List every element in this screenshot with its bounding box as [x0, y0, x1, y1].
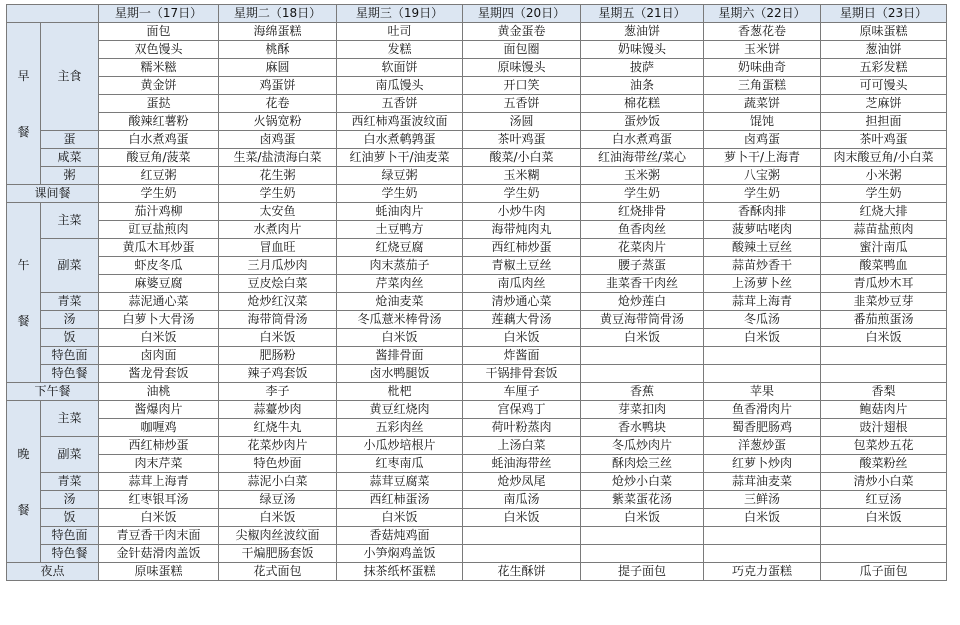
menu-cell: 黄金蛋卷	[463, 23, 581, 41]
menu-cell: 棉花糕	[581, 95, 704, 113]
menu-cell: 白米饭	[463, 509, 581, 527]
category-label: 咸菜	[41, 149, 99, 167]
menu-cell: 南瓜肉丝	[463, 275, 581, 293]
menu-cell: 白米饭	[219, 329, 337, 347]
category-label: 副菜	[41, 239, 99, 293]
menu-cell: 蔬菜饼	[704, 95, 821, 113]
menu-cell: 玉米饼	[704, 41, 821, 59]
menu-cell: 酸菜粉丝	[821, 455, 947, 473]
menu-cell	[704, 365, 821, 383]
menu-row	[7, 347, 947, 365]
menu-cell: 酥肉烩三丝	[581, 455, 704, 473]
menu-row	[7, 149, 947, 167]
menu-cell: 花菜炒肉片	[219, 437, 337, 455]
menu-cell: 白米饭	[581, 329, 704, 347]
menu-cell: 红豆汤	[821, 491, 947, 509]
menu-cell: 枇杷	[337, 383, 463, 401]
menu-cell: 担担面	[821, 113, 947, 131]
menu-cell: 鲍菇肉片	[821, 401, 947, 419]
menu-cell: 白米饭	[337, 329, 463, 347]
menu-cell: 红枣银耳汤	[99, 491, 219, 509]
menu-cell: 蜜汁南瓜	[821, 239, 947, 257]
day-header: 星期二（18日）	[219, 5, 337, 23]
menu-cell: 白米饭	[704, 329, 821, 347]
menu-row	[7, 509, 947, 527]
menu-cell: 芝麻饼	[821, 95, 947, 113]
menu-cell: 小炒牛肉	[463, 203, 581, 221]
menu-cell: 冬瓜薏米棒骨汤	[337, 311, 463, 329]
menu-cell: 蒜茸油麦菜	[704, 473, 821, 491]
menu-cell: 白米饭	[821, 329, 947, 347]
menu-cell: 卤肉面	[99, 347, 219, 365]
menu-cell: 桃酥	[219, 41, 337, 59]
menu-cell: 花生粥	[219, 167, 337, 185]
menu-cell: 紫菜蛋花汤	[581, 491, 704, 509]
menu-cell: 油桃	[99, 383, 219, 401]
menu-cell: 海带炖肉丸	[463, 221, 581, 239]
menu-row	[7, 293, 947, 311]
menu-row	[7, 167, 947, 185]
menu-cell: 炝炒小白菜	[581, 473, 704, 491]
menu-cell: 肉末酸豆角/小白菜	[821, 149, 947, 167]
menu-cell: 苹果	[704, 383, 821, 401]
menu-cell: 清炒小白菜	[821, 473, 947, 491]
menu-row	[7, 59, 947, 77]
menu-cell: 蜀香肥肠鸡	[704, 419, 821, 437]
day-header: 星期四（20日）	[463, 5, 581, 23]
menu-cell: 红烧牛丸	[219, 419, 337, 437]
menu-body	[7, 23, 947, 581]
menu-cell: 白米饭	[463, 329, 581, 347]
menu-cell: 香水鸭块	[581, 419, 704, 437]
menu-cell: 红萝卜炒肉	[704, 455, 821, 473]
menu-cell: 冒血旺	[219, 239, 337, 257]
menu-cell: 瓜子面包	[821, 563, 947, 581]
menu-cell: 学生奶	[821, 185, 947, 203]
menu-cell: 五香饼	[337, 95, 463, 113]
menu-cell: 白水煮鸡蛋	[99, 131, 219, 149]
menu-row	[7, 203, 947, 221]
menu-cell: 酸豆角/菠菜	[99, 149, 219, 167]
menu-cell: 小瓜炒培根片	[337, 437, 463, 455]
menu-cell: 蒜泥通心菜	[99, 293, 219, 311]
menu-cell: 红烧大排	[821, 203, 947, 221]
menu-cell	[704, 545, 821, 563]
menu-cell: 三角蛋糕	[704, 77, 821, 95]
category-label: 汤	[41, 491, 99, 509]
menu-cell: 花卷	[219, 95, 337, 113]
menu-cell	[704, 527, 821, 545]
category-label: 特色面	[41, 347, 99, 365]
menu-cell: 披萨	[581, 59, 704, 77]
menu-cell: 西红柿蛋汤	[337, 491, 463, 509]
menu-cell: 火锅宽粉	[219, 113, 337, 131]
menu-cell: 抹茶纸杯蛋糕	[337, 563, 463, 581]
meal-label: 早 餐	[7, 23, 41, 185]
menu-cell: 炝炒红汉菜	[219, 293, 337, 311]
menu-cell: 软面饼	[337, 59, 463, 77]
menu-cell: 酱排骨面	[337, 347, 463, 365]
menu-cell: 糯米糍	[99, 59, 219, 77]
menu-cell: 萝卜干/上海青	[704, 149, 821, 167]
menu-cell: 鱼香滑肉片	[704, 401, 821, 419]
menu-cell: 白米饭	[704, 509, 821, 527]
menu-cell: 酸菜鸭血	[821, 257, 947, 275]
category-label: 特色餐	[41, 545, 99, 563]
menu-cell: 莲藕大骨汤	[463, 311, 581, 329]
menu-cell: 炝炒凤尾	[463, 473, 581, 491]
snack-row	[7, 563, 947, 581]
menu-cell	[821, 527, 947, 545]
menu-cell: 玉米粥	[581, 167, 704, 185]
menu-cell: 黄豆红烧肉	[337, 401, 463, 419]
category-label: 粥	[41, 167, 99, 185]
menu-cell: 白水煮鹌鹑蛋	[337, 131, 463, 149]
menu-cell: 麻圆	[219, 59, 337, 77]
menu-cell	[581, 545, 704, 563]
menu-cell: 炸酱面	[463, 347, 581, 365]
menu-cell: 汤圆	[463, 113, 581, 131]
menu-cell: 白米饭	[337, 509, 463, 527]
menu-cell: 鸡蛋饼	[219, 77, 337, 95]
section-label: 下午餐	[7, 383, 99, 401]
menu-cell: 土豆鸭方	[337, 221, 463, 239]
menu-cell: 红油海带丝/菜心	[581, 149, 704, 167]
snack-row	[7, 185, 947, 203]
menu-cell: 包菜炒五花	[821, 437, 947, 455]
menu-cell	[581, 527, 704, 545]
menu-cell: 肉末芹菜	[99, 455, 219, 473]
day-header: 星期三（19日）	[337, 5, 463, 23]
menu-row	[7, 365, 947, 383]
menu-cell: 红豆粥	[99, 167, 219, 185]
menu-cell: 红烧排骨	[581, 203, 704, 221]
menu-cell	[463, 545, 581, 563]
menu-cell: 太安鱼	[219, 203, 337, 221]
menu-cell: 八宝粥	[704, 167, 821, 185]
menu-cell: 学生奶	[99, 185, 219, 203]
menu-cell: 青豆香干肉末面	[99, 527, 219, 545]
weekly-menu-table	[6, 4, 947, 581]
menu-cell: 辣子鸡套饭	[219, 365, 337, 383]
menu-cell: 开口笑	[463, 77, 581, 95]
menu-cell: 荷叶粉蒸肉	[463, 419, 581, 437]
menu-row	[7, 437, 947, 455]
menu-cell: 酸辣红薯粉	[99, 113, 219, 131]
category-label: 主食	[41, 23, 99, 131]
menu-cell: 青椒土豆丝	[463, 257, 581, 275]
menu-cell: 蒜茸上海青	[704, 293, 821, 311]
menu-cell: 腰子蒸蛋	[581, 257, 704, 275]
category-label: 青菜	[41, 293, 99, 311]
menu-cell: 上汤萝卜丝	[704, 275, 821, 293]
menu-cell: 酸菜/小白菜	[463, 149, 581, 167]
day-header: 星期日（23日）	[821, 5, 947, 23]
menu-cell: 蒜苗炒香干	[704, 257, 821, 275]
menu-cell: 白米饭	[99, 509, 219, 527]
menu-cell: 蛋炒饭	[581, 113, 704, 131]
menu-cell: 清炒通心菜	[463, 293, 581, 311]
menu-cell: 蒜茸上海青	[99, 473, 219, 491]
menu-cell: 蒜茸豆腐菜	[337, 473, 463, 491]
menu-cell: 青瓜炒木耳	[821, 275, 947, 293]
menu-cell: 豆皮烩白菜	[219, 275, 337, 293]
menu-cell: 蒜泥小白菜	[219, 473, 337, 491]
menu-cell: 蚝油肉片	[337, 203, 463, 221]
menu-cell: 小米粥	[821, 167, 947, 185]
menu-cell: 卤鸡蛋	[704, 131, 821, 149]
menu-cell: 菠萝咕咾肉	[704, 221, 821, 239]
menu-cell	[821, 347, 947, 365]
menu-cell: 肉末蒸茄子	[337, 257, 463, 275]
menu-cell	[463, 527, 581, 545]
menu-cell: 冬瓜汤	[704, 311, 821, 329]
menu-cell: 海带筒骨汤	[219, 311, 337, 329]
menu-cell: 虾皮冬瓜	[99, 257, 219, 275]
menu-cell: 玉米糊	[463, 167, 581, 185]
menu-cell: 原味蛋糕	[99, 563, 219, 581]
menu-cell: 海绵蛋糕	[219, 23, 337, 41]
menu-cell: 白米饭	[821, 509, 947, 527]
menu-cell: 五香饼	[463, 95, 581, 113]
menu-cell: 水煮肉片	[219, 221, 337, 239]
day-header: 星期五（21日）	[581, 5, 704, 23]
menu-cell: 奶味曲奇	[704, 59, 821, 77]
category-label: 主菜	[41, 203, 99, 239]
category-label: 主菜	[41, 401, 99, 437]
menu-cell: 番茄煎蛋汤	[821, 311, 947, 329]
menu-cell: 茄汁鸡柳	[99, 203, 219, 221]
menu-cell: 茶叶鸡蛋	[821, 131, 947, 149]
menu-cell: 上汤白菜	[463, 437, 581, 455]
menu-cell: 学生奶	[219, 185, 337, 203]
menu-cell	[704, 347, 821, 365]
menu-cell	[581, 347, 704, 365]
section-label: 课间餐	[7, 185, 99, 203]
menu-cell: 绿豆汤	[219, 491, 337, 509]
menu-cell: 卤鸡蛋	[219, 131, 337, 149]
menu-cell: 鱼香肉丝	[581, 221, 704, 239]
menu-cell: 香菇炖鸡面	[337, 527, 463, 545]
category-label: 特色餐	[41, 365, 99, 383]
category-label: 副菜	[41, 437, 99, 473]
menu-cell: 南瓜汤	[463, 491, 581, 509]
menu-row	[7, 545, 947, 563]
snack-row	[7, 383, 947, 401]
menu-cell: 五彩发糕	[821, 59, 947, 77]
menu-cell: 车厘子	[463, 383, 581, 401]
menu-cell: 学生奶	[704, 185, 821, 203]
category-label: 青菜	[41, 473, 99, 491]
menu-cell: 麻婆豆腐	[99, 275, 219, 293]
menu-cell: 小笋焖鸡盖饭	[337, 545, 463, 563]
menu-row	[7, 113, 947, 131]
menu-cell: 提子面包	[581, 563, 704, 581]
menu-cell: 蒜苗盐煎肉	[821, 221, 947, 239]
menu-row	[7, 275, 947, 293]
menu-cell: 黄豆海带筒骨汤	[581, 311, 704, 329]
menu-row	[7, 95, 947, 113]
menu-cell	[821, 545, 947, 563]
menu-cell: 茶叶鸡蛋	[463, 131, 581, 149]
menu-cell: 三鲜汤	[704, 491, 821, 509]
menu-cell: 尖椒肉丝波纹面	[219, 527, 337, 545]
menu-cell: 花式面包	[219, 563, 337, 581]
menu-cell: 肥肠粉	[219, 347, 337, 365]
menu-cell: 绿豆粥	[337, 167, 463, 185]
meal-label: 午 餐	[7, 203, 41, 383]
menu-cell: 南瓜馒头	[337, 77, 463, 95]
header-row	[7, 5, 947, 23]
menu-cell: 韭菜炒豆芽	[821, 293, 947, 311]
menu-cell: 黄金饼	[99, 77, 219, 95]
menu-cell: 油条	[581, 77, 704, 95]
menu-row	[7, 401, 947, 419]
category-label: 汤	[41, 311, 99, 329]
menu-cell: 白米饭	[99, 329, 219, 347]
menu-cell: 面包圈	[463, 41, 581, 59]
menu-row	[7, 239, 947, 257]
menu-cell: 白米饭	[581, 509, 704, 527]
menu-cell: 干煸肥肠套饭	[219, 545, 337, 563]
section-label: 夜点	[7, 563, 99, 581]
menu-row	[7, 329, 947, 347]
menu-cell: 金针菇滑肉盖饭	[99, 545, 219, 563]
menu-cell: 三月瓜炒肉	[219, 257, 337, 275]
menu-row	[7, 41, 947, 59]
menu-cell: 原味蛋糕	[821, 23, 947, 41]
menu-cell: 豉汁翅根	[821, 419, 947, 437]
menu-cell: 西红柿鸡蛋波纹面	[337, 113, 463, 131]
menu-cell: 红烧豆腐	[337, 239, 463, 257]
menu-row	[7, 77, 947, 95]
menu-cell: 奶味馒头	[581, 41, 704, 59]
menu-cell: 白米饭	[219, 509, 337, 527]
menu-cell: 韭菜香干肉丝	[581, 275, 704, 293]
menu-cell: 馄饨	[704, 113, 821, 131]
menu-cell: 芹菜肉丝	[337, 275, 463, 293]
menu-cell: 白水煮鸡蛋	[581, 131, 704, 149]
menu-cell: 巧克力蛋糕	[704, 563, 821, 581]
menu-cell: 芽菜扣肉	[581, 401, 704, 419]
menu-cell: 西红柿炒蛋	[463, 239, 581, 257]
menu-cell: 香葱花卷	[704, 23, 821, 41]
menu-cell: 花菜肉片	[581, 239, 704, 257]
menu-cell: 李子	[219, 383, 337, 401]
menu-cell: 蛋挞	[99, 95, 219, 113]
menu-cell: 宫保鸡丁	[463, 401, 581, 419]
menu-cell: 原味馒头	[463, 59, 581, 77]
header-corner	[7, 5, 99, 23]
menu-cell: 学生奶	[337, 185, 463, 203]
menu-cell: 面包	[99, 23, 219, 41]
menu-cell: 可可馒头	[821, 77, 947, 95]
menu-row	[7, 473, 947, 491]
menu-cell: 西红柿炒蛋	[99, 437, 219, 455]
menu-cell	[581, 365, 704, 383]
menu-row	[7, 23, 947, 41]
menu-cell: 发糕	[337, 41, 463, 59]
day-header: 星期一（17日）	[99, 5, 219, 23]
menu-cell: 红油萝卜干/油麦菜	[337, 149, 463, 167]
menu-cell: 炝油麦菜	[337, 293, 463, 311]
menu-cell: 学生奶	[463, 185, 581, 203]
menu-cell: 蒜薹炒肉	[219, 401, 337, 419]
menu-cell: 特色炒面	[219, 455, 337, 473]
menu-cell: 豇豆盐煎肉	[99, 221, 219, 239]
menu-cell: 葱油饼	[581, 23, 704, 41]
menu-cell: 炝炒莲白	[581, 293, 704, 311]
menu-cell: 洋葱炒蛋	[704, 437, 821, 455]
menu-cell: 酱爆肉片	[99, 401, 219, 419]
menu-row	[7, 257, 947, 275]
menu-cell: 白萝卜大骨汤	[99, 311, 219, 329]
category-label: 蛋	[41, 131, 99, 149]
category-label: 饭	[41, 509, 99, 527]
menu-row	[7, 419, 947, 437]
menu-cell: 冬瓜炒肉片	[581, 437, 704, 455]
menu-cell: 葱油饼	[821, 41, 947, 59]
day-header: 星期六（22日）	[704, 5, 821, 23]
menu-cell: 黄瓜木耳炒蛋	[99, 239, 219, 257]
menu-cell: 咖喱鸡	[99, 419, 219, 437]
menu-cell: 香酥肉排	[704, 203, 821, 221]
menu-cell: 香梨	[821, 383, 947, 401]
menu-cell: 五彩肉丝	[337, 419, 463, 437]
menu-cell: 酱龙骨套饭	[99, 365, 219, 383]
menu-row	[7, 455, 947, 473]
menu-row	[7, 221, 947, 239]
menu-cell: 生菜/盐渍海白菜	[219, 149, 337, 167]
menu-cell: 红枣南瓜	[337, 455, 463, 473]
category-label: 特色面	[41, 527, 99, 545]
menu-row	[7, 311, 947, 329]
menu-cell	[821, 365, 947, 383]
menu-row	[7, 491, 947, 509]
meal-label: 晚 餐	[7, 401, 41, 563]
menu-cell: 花生酥饼	[463, 563, 581, 581]
menu-cell: 干锅排骨套饭	[463, 365, 581, 383]
menu-row	[7, 131, 947, 149]
category-label: 饭	[41, 329, 99, 347]
menu-cell: 香蕉	[581, 383, 704, 401]
menu-cell: 学生奶	[581, 185, 704, 203]
menu-cell: 卤水鸭腿饭	[337, 365, 463, 383]
menu-row	[7, 527, 947, 545]
menu-cell: 吐司	[337, 23, 463, 41]
menu-cell: 双色馒头	[99, 41, 219, 59]
menu-cell: 酸辣土豆丝	[704, 239, 821, 257]
menu-cell: 蚝油海带丝	[463, 455, 581, 473]
